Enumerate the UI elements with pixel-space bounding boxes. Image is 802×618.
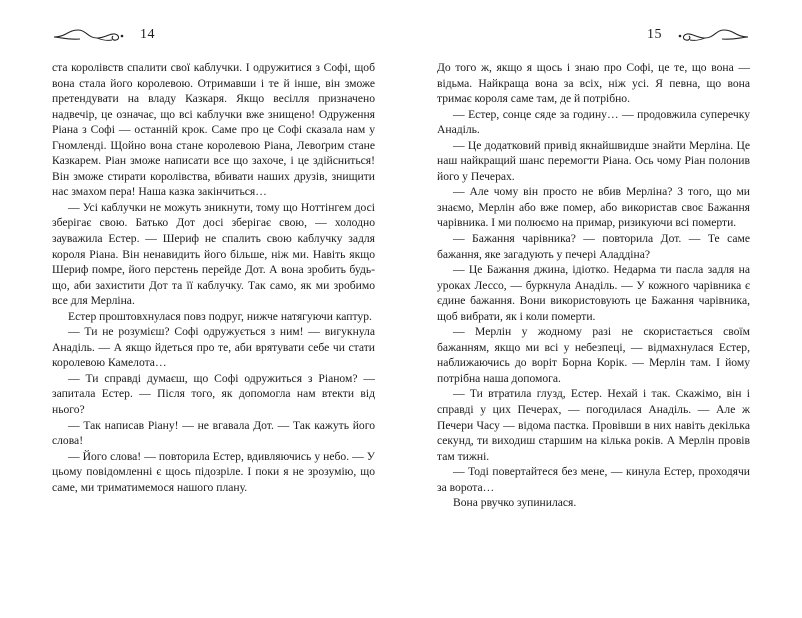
paragraph: — Але чому він просто не вбив Мерліна? З того, що ми знаємо, Мерлін або вже помер, або використав своє Бажання чарівника. І ми полюємо на примар, ризикуючи всі померти. <box>437 185 750 230</box>
paragraph: — Усі каблучки не можуть зникнути, тому що Ноттінгем досі зберігає свою. Батько Дот досі зберігає свою, — холодно зауважила Естер. — Шериф не спалить свою каблучку задля короля Ріана. Він ненавидить його більше, ніж ми. Навіть якщо Шериф помре, його перстень перейде Дот. А вона зробить будь-що, аби захистити Дот та її каблучку. Так само, як ми зробимо все для Мерліна. <box>52 200 375 308</box>
paragraph: — Це додатковий привід якнайшвидше знайти Мерліна. Це наш найкращий шанс перемогти Ріана. Ось чому Ріан полонив його у Печерах. <box>437 138 750 183</box>
paragraph: — Це Бажання джина, ідіотко. Недарма ти пасла задля на уроках Лессо, — буркнула Анаділь. — У кожного чарівника є єдине бажання. Вони використовують це Бажання чарівника, щоб вибрати, як і коли померти. <box>437 263 750 323</box>
paragraph: — Його слова! — повторила Естер, вдивляючись у небо. — У цьому повідомленні є щось підозріле. І поки я не зрозумію, що саме, ми триматимемося нашого плану. <box>52 449 375 494</box>
paragraph: — Ти справді думаєш, що Софі одружиться з Ріаном? — запитала Естер. — Після того, як допомогла нам втекти від нього? <box>52 371 375 417</box>
paragraph: — Естер, сонце сяде за годину… — продовжила суперечку Анаділь. <box>437 107 750 137</box>
page-number-right: 15 <box>647 27 662 42</box>
page-number-left: 14 <box>140 27 155 42</box>
swirl-ornament-icon <box>670 26 750 44</box>
paragraph: ста королівств спалити свої каблучки. І одружитися з Софі, щоб вона стала його королевою. Отримавши і те й інше, він зможе претендувати на владу Казкаря. Якщо весілля призначено надвечір, це означає, що всі каблучки вже знищено! Одруження Ріана з Софі — останній крок. Саме про це Софі сказала нам у Гномленді. Щойно вона стане королевою Ріана, Левоґрим стане Казкарем. Ріан зможе написати все що захоче, і це здійсниться! Він зможе стирати королівства, вбивати наших друзів, знищити нас змахом пера! Наша казка закінчиться… <box>52 61 375 199</box>
paragraph: До того ж, якщо я щось і знаю про Софі, це те, що вона — відьма. Найкраща вона за всіх, ніж усі. Я певна, що вона тримає короля саме там, де й потрібно. <box>437 61 750 106</box>
page-left <box>0 18 401 618</box>
paragraph: — Ти не розумієш? Софі одружується з ним! — вигукнула Анаділь. — А якщо йдеться про те, аби врятувати себе чи стати королевою Камелота… <box>52 325 375 370</box>
page-header-left <box>52 18 375 52</box>
swirl-ornament-icon <box>52 26 132 44</box>
paragraph: — Так написав Ріану! — не вгавала Дот. — Так кажуть його слова! <box>52 418 375 448</box>
page-body-right <box>437 60 750 511</box>
paragraph: — Бажання чарівника? — повторила Дот. — Те саме бажання, яке загадують у печері Аладдіна? <box>437 232 750 261</box>
page-header-right <box>437 18 750 52</box>
paragraph: Естер проштовхнулася повз подруг, нижче натягуючи каптур. <box>68 309 372 323</box>
paragraph: — Ти втратила глузд, Естер. Нехай і так. Скажімо, він і справді у цих Печерах, — погодилася Анаділь. — Але ж Печери Часу — відома пастка. Провівши в них навіть декілька секунд, ти виходиш старшим на кілька років. А Мерлін провів там тижні. <box>437 387 750 463</box>
paragraph: — Тоді повертайтеся без мене, — кинула Естер, проходячи за ворота… <box>437 465 750 494</box>
paragraph: Вона рвучко зупинилася. <box>453 496 577 510</box>
page-right <box>401 18 802 618</box>
paragraph: — Мерлін у жодному разі не скористається своїм бажанням, якщо ми всі у небезпеці, — відмахнулася Естер, наближаючись до воріт Борна Корік. — Мерлін там. І йому потрібна наша допомога. <box>437 325 750 385</box>
page-body-left <box>52 60 375 495</box>
